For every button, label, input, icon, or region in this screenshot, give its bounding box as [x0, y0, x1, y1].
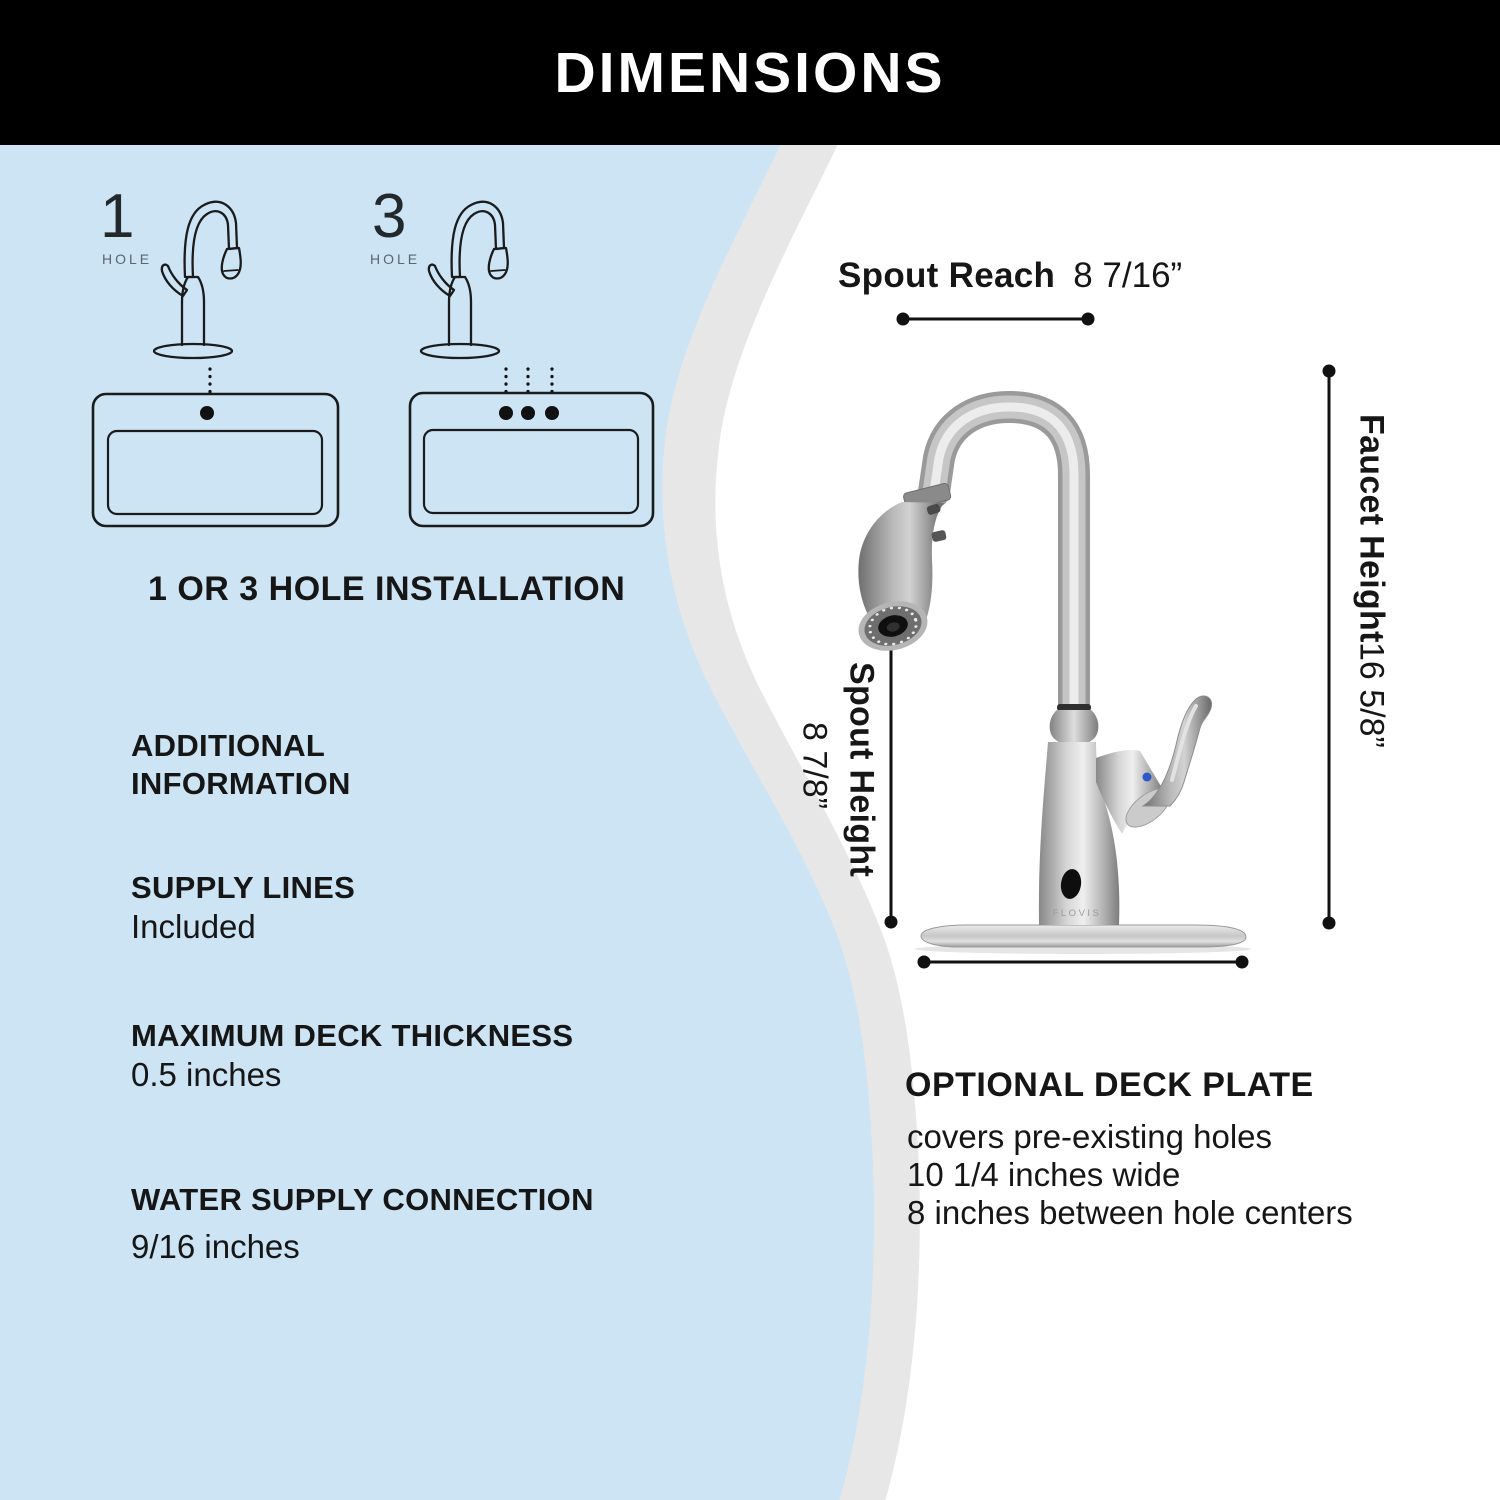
brand-mark: FLOVIS: [1052, 908, 1102, 919]
hole-label-3: HOLE: [370, 251, 421, 267]
faucet-height-value: 16 5/8”: [1352, 642, 1391, 748]
sink-hole-dot: [200, 406, 214, 420]
handle-temp-dot: [1143, 773, 1152, 782]
spray-head: [853, 483, 951, 658]
spout-reach-value: 8 7/16”: [1073, 256, 1183, 295]
spec-label: MAXIMUM DECK THICKNESS: [131, 1018, 574, 1053]
header-bar: [0, 0, 1500, 145]
spec-value: 0.5 inches: [131, 1056, 282, 1093]
deck-width-dim-line: [918, 956, 1249, 969]
spec-supply-lines: [131, 870, 355, 945]
faucet-height-dim-line: [1323, 365, 1336, 930]
spec-max-deck-thickness: [131, 1018, 573, 1093]
spout-reach-label-row: [838, 256, 1182, 296]
spec-label: SUPPLY LINES: [131, 870, 356, 905]
deck-plate-heading: OPTIONAL DECK PLATE: [905, 1066, 1314, 1104]
tube-seam: [1057, 704, 1091, 711]
spout-height-dim-line: [885, 635, 898, 929]
drop-dots: [210, 369, 552, 392]
deck-plate-note-1: covers pre-existing holes: [907, 1118, 1272, 1155]
spec-value: 9/16 inches: [131, 1228, 300, 1265]
deck-plate: [921, 925, 1246, 947]
deck-plate-notes: [907, 1118, 1353, 1232]
deck-plate-note-2: 10 1/4 inches wide: [907, 1156, 1181, 1193]
additional-info-heading: [131, 727, 351, 803]
hole-count-1: 1: [100, 182, 135, 251]
faucet-spout: [934, 407, 1074, 716]
spec-water-supply-connection: [131, 1182, 594, 1265]
installation-caption: 1 OR 3 HOLE INSTALLATION: [148, 570, 626, 608]
sink-1hole: [93, 394, 338, 526]
faucet-line-icon: [154, 202, 241, 358]
faucet-height-label: Faucet Height: [1352, 414, 1391, 643]
hole-label-1: HOLE: [102, 251, 153, 267]
spray-button: [931, 530, 947, 543]
sink-hole-dot: [545, 406, 559, 420]
additional-info-line2: INFORMATION: [131, 766, 351, 801]
spout-reach-dim-line: [897, 313, 1095, 326]
sink-hole-dot: [521, 406, 535, 420]
collar: [1050, 710, 1099, 745]
faucet-line-icon-2: [421, 202, 508, 358]
faucet-image: [790, 300, 1350, 980]
deck-plate-note-3: 8 inches between hole centers: [907, 1194, 1353, 1231]
spout-height-label: Spout Height: [842, 662, 881, 878]
spec-label: WATER SUPPLY CONNECTION: [131, 1182, 594, 1217]
faucet-photo: [853, 407, 1251, 954]
sink-hole-dot: [499, 406, 513, 420]
spout-reach-label: Spout Reach: [838, 256, 1056, 295]
spec-value: Included: [131, 908, 256, 945]
installation-diagram: [60, 182, 700, 545]
spout-height-value: 8 7/8”: [795, 722, 834, 809]
page-title: DIMENSIONS: [554, 40, 946, 105]
hole-count-3: 3: [372, 182, 407, 251]
sink-3hole: [410, 393, 653, 526]
additional-info-line1: ADDITIONAL: [131, 728, 326, 763]
